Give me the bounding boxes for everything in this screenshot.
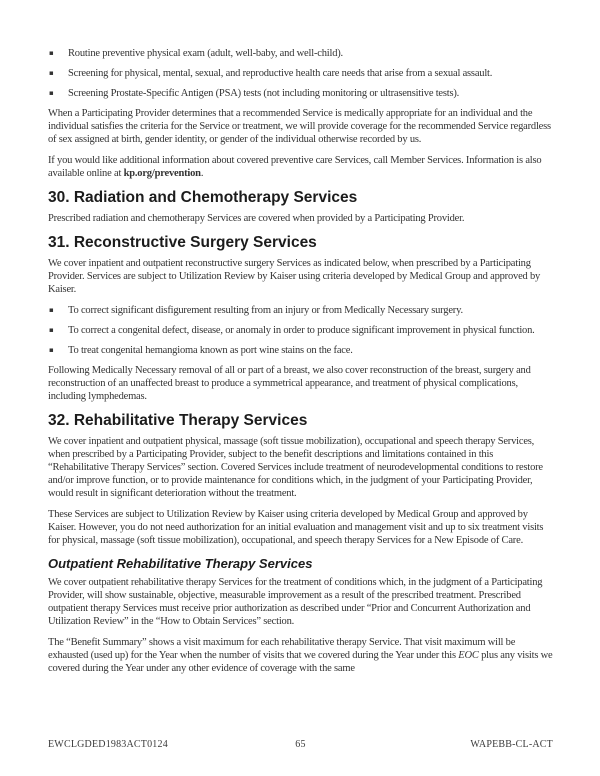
paragraph-section32-utilization: These Services are subject to Utilization Review by Kaiser using criteria developed by Medical Group and approved by Kaiser. However, you do not need authorization for an initial evaluation and management visit and up to six treatment visits for physical, massage (soft tissue mobilization), occupational, and speech therapy Services for a New Episode of Care. xyxy=(48,509,544,546)
paragraph-text: plus any visits we covered during the Year under any other evidence of coverage with the same xyxy=(48,650,553,674)
subsection-heading-outpatient-rehab: Outpatient Rehabilitative Therapy Services xyxy=(48,556,313,571)
paragraph-text: If you would like additional information about covered preventive care Services, call Member Services. Information is also available online at xyxy=(48,155,542,179)
paragraph-outpatient-rehab: We cover outpatient rehabilitative therapy Services for the treatment of conditions which, in the judgment of a Participating Provider, will show sustainable, objective, measurable improvement as a result of the prescribed treatment. Prescribed outpatient therapy Services must receive prior authorization as described under “Prior and Concurrent Authorization and Utilization Review” in the “How to Obtain Services” section. xyxy=(48,577,543,627)
kp-prevention-url-text: kp.org/prevention xyxy=(123,168,201,179)
paragraph-more-info xyxy=(48,154,555,180)
paragraph-text: . xyxy=(200,168,204,179)
section-heading-31: 31. Reconstructive Surgery Services xyxy=(48,234,317,251)
preventive-bullet-list xyxy=(48,47,555,100)
section-heading-30: 30. Radiation and Chemotherapy Services xyxy=(48,189,358,206)
footer-page-number: 65 xyxy=(295,739,306,750)
list-item xyxy=(48,47,555,60)
page-footer xyxy=(48,738,553,752)
bullet-icon: ▪ xyxy=(49,89,54,97)
paragraph-text: The “Benefit Summary” shows a visit maximum for each rehabilitative therapy Service. That visit maximum will be exhausted (used up) for the Year when the number of visits that we covered during the Year under this xyxy=(48,637,516,661)
paragraph-section32-coverage: We cover inpatient and outpatient physical, massage (soft tissue mobilization), occupational and speech therapy Services, when prescribed by a Participating Provider, subject to the benefit descriptions and limitations contained in this “Rehabilitative Therapy Services” section. Covered Services include treatment of neurodevelopmental conditions to restore and/or improve function, or to provide maintenance for conditions which, in the judgment of your Participating Provider, would result in significant deterioration without the treatment. xyxy=(48,436,543,499)
section-heading-32: 32. Rehabilitative Therapy Services xyxy=(48,412,308,429)
paragraph-section30-body: Prescribed radiation and chemotherapy Services are covered when provided by a Participating Provider. xyxy=(48,213,465,224)
list-item xyxy=(48,324,555,337)
list-item xyxy=(48,304,555,317)
paragraph-benefit-summary xyxy=(48,636,555,675)
bullet-icon: ▪ xyxy=(49,306,54,314)
bullet-icon: ▪ xyxy=(49,346,54,354)
bullet-item-text: To correct significant disfigurement resulting from an injury or from Medically Necessary surgery. xyxy=(68,305,463,316)
footer-doc-id: EWCLGDED1983ACT0124 xyxy=(48,739,168,750)
bullet-item-text: To treat congenital hemangioma known as port wine stains on the face. xyxy=(68,345,353,356)
bullet-item-text: To correct a congenital defect, disease, or anomaly in order to produce significant improvement in physical function. xyxy=(68,325,535,336)
list-item xyxy=(48,67,555,80)
reconstructive-bullet-list xyxy=(48,304,555,357)
footer-doc-code: WAPEBB-CL-ACT xyxy=(470,739,553,750)
list-item xyxy=(48,87,555,100)
list-item xyxy=(48,344,555,357)
bullet-icon: ▪ xyxy=(49,49,54,57)
eoc-italic-text: EOC xyxy=(458,650,479,661)
bullet-item-text: Routine preventive physical exam (adult, well-baby, and well-child). xyxy=(68,48,343,59)
page-content xyxy=(48,47,555,683)
bullet-icon: ▪ xyxy=(49,326,54,334)
bullet-item-text: Screening Prostate-Specific Antigen (PSA) tests (not including monitoring or ultrasensitive tests). xyxy=(68,88,460,99)
paragraph-section31-outro: Following Medically Necessary removal of all or part of a breast, we also cover reconstruction of the breast, surgery and reconstruction of an unaffected breast to produce a symmetrical appearance, and treatment of physical complications, including lymphedemas. xyxy=(48,365,531,402)
bullet-icon: ▪ xyxy=(49,69,54,77)
paragraph-section31-intro: We cover inpatient and outpatient reconstructive surgery Services as indicated below, when prescribed by a Participating Provider. Services are subject to Utilization Review by Kaiser using criteria developed by Medical Group and approved by Kaiser. xyxy=(48,258,541,295)
paragraph-provider-determination: When a Participating Provider determines that a recommended Service is medically appropriate for an individual and the individual satisfies the criteria for the Service or treatment, we will provide coverage for the recommended Service regardless of sex assigned at birth, gender identity, or gender of the individual otherwise recorded by us. xyxy=(48,108,551,145)
bullet-item-text: Screening for physical, mental, sexual, and reproductive health care needs that arise from a sexual assault. xyxy=(68,68,493,79)
